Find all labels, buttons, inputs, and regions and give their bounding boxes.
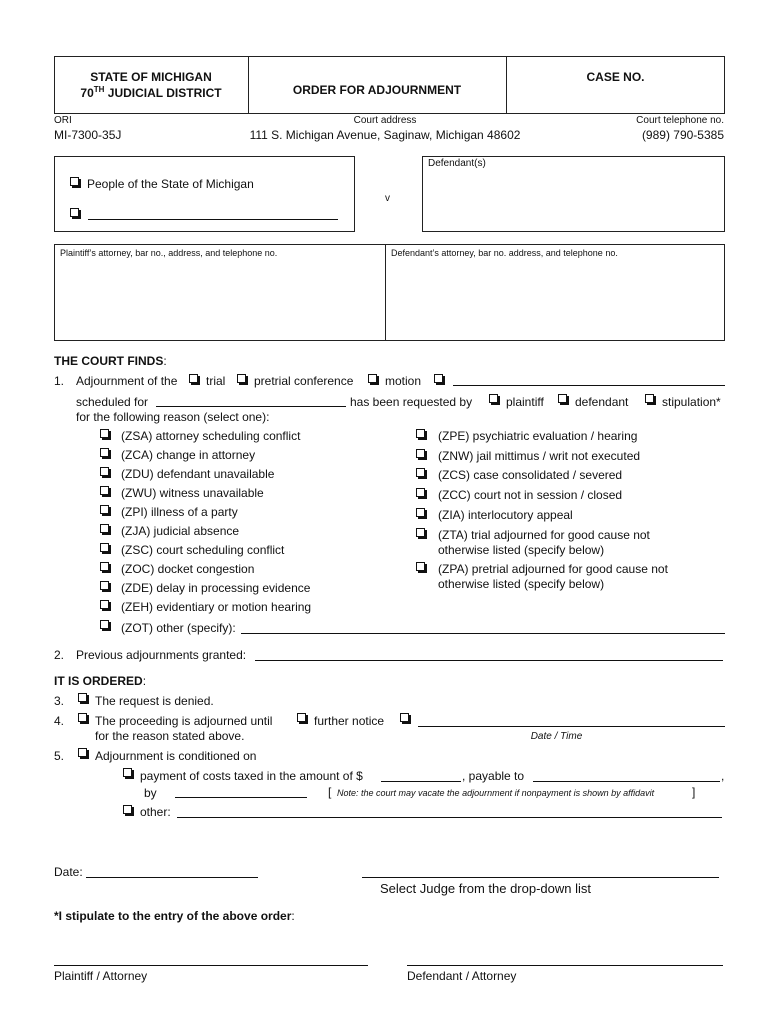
reason-zta-label-1: (ZTA) trial adjourned for good cause not [438,528,650,542]
reason-zta-label-2: otherwise listed (specify below) [438,543,605,557]
findings-heading-colon: : [163,354,167,368]
requested-by-label: has been requested by [350,395,473,409]
trial-label: trial [206,374,226,388]
orders-heading [54,674,146,688]
reason-zde-label: (ZDE) delay in processing evidence [121,581,311,595]
findings-heading [54,354,167,368]
reason-zia-checkbox[interactable] [416,508,425,517]
adjourned-date-line[interactable] [418,726,725,727]
plaintiff-other-line[interactable] [88,219,338,220]
reason-znw-checkbox[interactable] [416,449,425,458]
reason-znw-label: (ZNW) jail mittimus / writ not executed [438,449,641,463]
defendants-label: Defendant(s) [428,158,486,169]
ori-value: MI-7300-35J [54,128,122,142]
item3-number: 3. [54,694,65,708]
conditioned-label: Adjournment is conditioned on [95,749,257,763]
attorneys-box [54,244,725,341]
pretrial-label: pretrial conference [254,374,354,388]
reason-zpe-label: (ZPE) psychiatric evaluation / hearing [438,429,638,443]
stipulate-colon: : [291,909,295,923]
conditioned-checkbox[interactable] [78,748,87,757]
district-number: 70 [80,86,94,100]
court-district [54,85,248,100]
plaintiff-other-checkbox[interactable] [70,208,79,217]
item5-number: 5. [54,749,65,763]
ori-label: ORI [54,115,72,126]
reason-zdu-label: (ZDU) defendant unavailable [121,467,275,481]
district-text: JUDICIAL DISTRICT [104,86,222,100]
other-condition-checkbox[interactable] [123,805,132,814]
nonpayment-note: Note: the court may vacate the adjournment if nonpayment is shown by affidavit [337,788,655,798]
note-close-bracket: ] [692,785,696,799]
plaintiff-people-label: People of the State of Michigan [87,177,254,191]
orders-heading-text: IT IS ORDERED [54,674,143,688]
plaintiff-people-checkbox[interactable] [70,177,79,186]
payment-amount-line[interactable] [381,781,461,782]
reason-zja-label: (ZJA) judicial absence [121,524,240,538]
further-notice-label: further notice [314,714,385,728]
attorneys-divider [385,244,386,341]
other-proceeding-line[interactable] [453,385,725,386]
further-notice-checkbox[interactable] [297,713,306,722]
other-proceeding-checkbox[interactable] [434,374,443,383]
other-condition-line[interactable] [177,817,722,818]
reason-intro: for the following reason (select one): [76,410,270,424]
reason-zpa-label-2: otherwise listed (specify below) [438,577,605,591]
denied-checkbox[interactable] [78,693,87,702]
district-suffix: TH [93,85,105,94]
previous-adjournments-line[interactable] [255,660,723,661]
reason-zcc-label: (ZCC) court not in session / closed [438,488,623,502]
reason-zde-checkbox[interactable] [100,581,109,590]
reason-zca-label: (ZCA) change in attorney [121,448,256,462]
reason-zeh-label: (ZEH) evidentiary or motion hearing [121,600,312,614]
motion-checkbox[interactable] [368,374,377,383]
court-phone-label: Court telephone no. [636,115,724,126]
reason-zcs-label: (ZCS) case consolidated / severed [438,468,623,482]
reason-zcs-checkbox[interactable] [416,468,425,477]
reason-zot-line[interactable] [241,633,725,634]
note-open-bracket: [ [328,785,332,799]
versus-label: v [385,193,390,204]
adjourned-reason: for the reason stated above. [95,729,245,743]
reason-zta-checkbox[interactable] [416,528,425,537]
reason-zwu-label: (ZWU) witness unavailable [121,486,264,500]
adjourned-label: The proceeding is adjourned until [95,714,273,728]
payment-by-label: by [144,786,157,800]
reason-zwu-checkbox[interactable] [100,486,109,495]
reason-zia-label: (ZIA) interlocutory appeal [438,508,573,522]
item4-number: 4. [54,714,65,728]
reason-zsa-checkbox[interactable] [100,429,109,438]
other-condition-label: other: [140,805,171,819]
stipulation-label: stipulation* [662,395,721,409]
reason-zja-checkbox[interactable] [100,524,109,533]
reason-zpa-label-1: (ZPA) pretrial adjourned for good cause not [438,562,668,576]
item1-number: 1. [54,374,65,388]
reason-zdu-checkbox[interactable] [100,467,109,476]
date-time-label: Date / Time [530,731,583,742]
reason-zpa-checkbox[interactable] [416,562,425,571]
trial-checkbox[interactable] [189,374,198,383]
reason-zpi-label: (ZPI) illness of a party [121,505,238,519]
court-address-value: 111 S. Michigan Avenue, Saginaw, Michigan 48602 [249,128,521,142]
judge-signature-line [362,877,719,878]
payable-to-label: , payable to [462,769,525,783]
reason-zcc-checkbox[interactable] [416,488,425,497]
stipulate-text: *I stipulate to the entry of the above order [54,909,292,923]
date-label: Date: [54,865,83,879]
motion-label: motion [385,374,422,388]
court-address-label: Court address [353,115,417,126]
reason-zpe-checkbox[interactable] [416,429,425,438]
case-no-label: CASE NO. [586,70,645,84]
defendant-request-label: defendant [575,395,629,409]
orders-heading-colon: : [142,674,147,688]
judge-dropdown[interactable]: Select Judge from the drop-down list [380,881,591,896]
denied-label: The request is denied. [95,694,214,708]
reason-zsc-checkbox[interactable] [100,543,109,552]
scheduled-for-line[interactable] [156,406,346,407]
defendant-signature-line[interactable] [407,965,723,966]
adjourned-checkbox[interactable] [78,713,87,722]
plaintiff-box [54,156,355,232]
court-state: STATE OF MICHIGAN [90,70,212,84]
reason-zot-checkbox[interactable] [100,620,109,629]
adjourned-date-checkbox[interactable] [400,713,409,722]
form-title: ORDER FOR ADJOURNMENT [292,83,462,97]
plaintiff-attorney-label: Plaintiff’s attorney, bar no., address, and telephone no. [60,248,278,258]
reason-zca-checkbox[interactable] [100,448,109,457]
plaintiff-request-label: plaintiff [506,395,544,409]
date-line[interactable] [86,877,258,878]
stipulate-label [54,909,295,923]
defendant-request-checkbox[interactable] [558,394,567,403]
reason-zpi-checkbox[interactable] [100,505,109,514]
plaintiff-signature-line[interactable] [54,965,368,966]
defendant-attorney-label: Defendant’s attorney, bar no. address, and telephone no. [391,248,618,258]
reason-zoc-label: (ZOC) docket congestion [121,562,255,576]
court-phone-value: (989) 790-5385 [641,128,724,142]
item2-text: Previous adjournments granted: [76,648,247,662]
payable-to-comma: , [721,769,725,783]
payment-by-line[interactable] [175,797,307,798]
header-divider-2 [506,56,507,114]
payable-to-line[interactable] [533,781,720,782]
findings-heading-text: THE COURT FINDS [54,354,164,368]
item2-number: 2. [54,648,65,662]
scheduled-for-label: scheduled for [76,395,149,409]
reason-zot-label: (ZOT) other (specify): [121,621,236,635]
pretrial-checkbox[interactable] [237,374,246,383]
item1-text: Adjournment of the [76,374,178,388]
payment-checkbox[interactable] [123,768,132,777]
reason-zsc-label: (ZSC) court scheduling conflict [121,543,285,557]
stipulation-checkbox[interactable] [645,394,654,403]
reason-zoc-checkbox[interactable] [100,562,109,571]
defendant-signature-label: Defendant / Attorney [407,969,517,983]
reason-zsa-label: (ZSA) attorney scheduling conflict [121,429,301,443]
plaintiff-request-checkbox[interactable] [489,394,498,403]
reason-zeh-checkbox[interactable] [100,600,109,609]
payment-label: payment of costs taxed in the amount of $ [140,769,363,783]
plaintiff-signature-label: Plaintiff / Attorney [54,969,148,983]
